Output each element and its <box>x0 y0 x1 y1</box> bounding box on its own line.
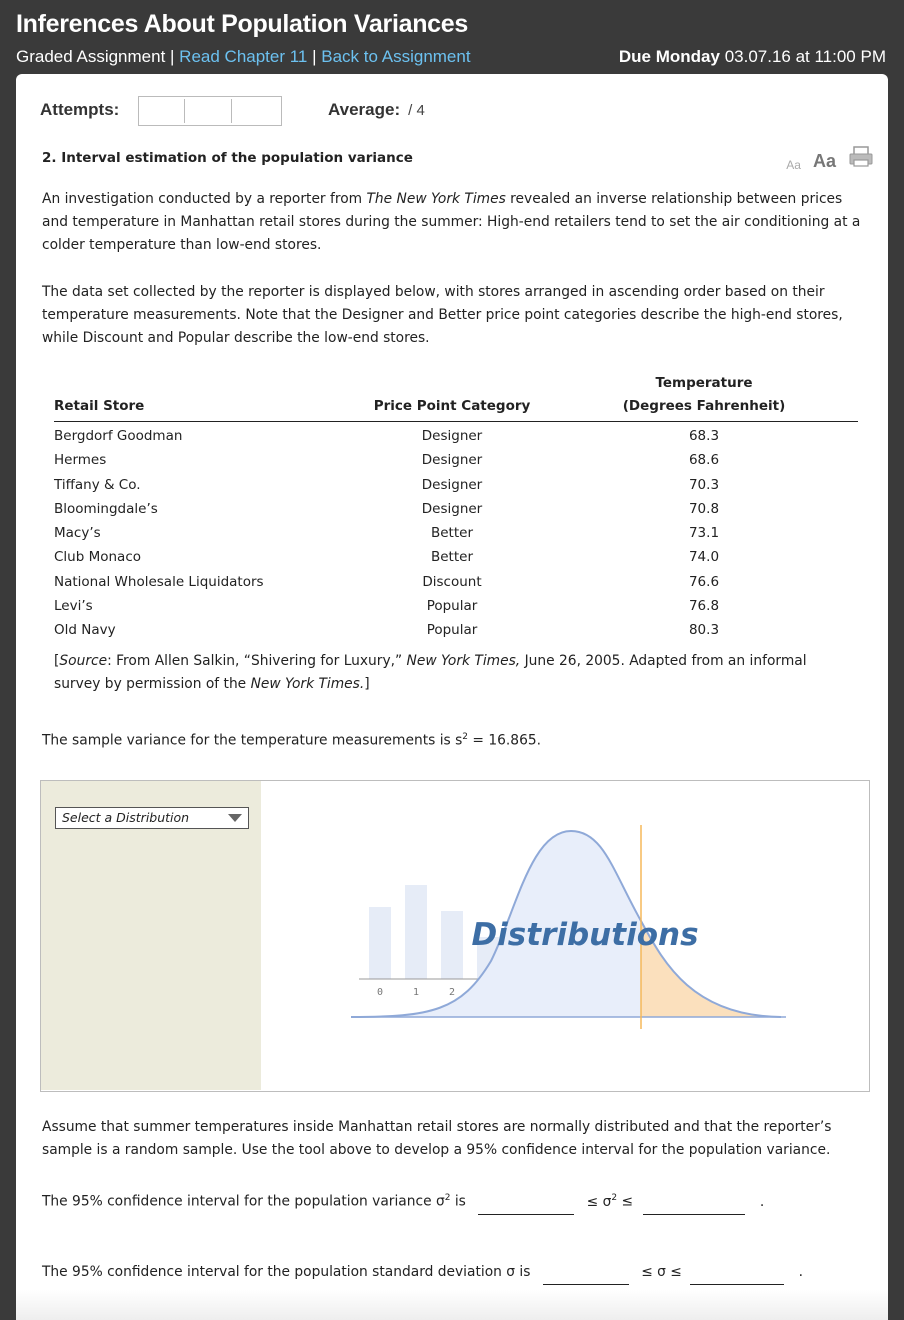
ci-variance-mid-sup: 2 <box>611 1193 618 1203</box>
sd-upper-input[interactable] <box>690 1261 784 1285</box>
question-title: 2. Interval estimation of the population variance <box>42 150 413 166</box>
variance-sup: 2 <box>462 732 469 742</box>
tick-label: 0 <box>376 987 384 998</box>
distribution-select[interactable] <box>55 807 249 829</box>
data-description: The data set collected by the reporter is displayed below, with stores arranged in ascending order based on their temperature measurements. Note that the Designer and Better price point categories describe the high-end stores, while Discount and Popular describe the low-end stores. <box>42 284 843 346</box>
cell-store: Hermes <box>54 452 107 469</box>
average-value: / 4 <box>408 102 425 119</box>
read-chapter-link[interactable]: Read Chapter 11 <box>179 47 308 66</box>
cell-store: Tiffany & Co. <box>54 476 141 493</box>
attempts-label: Attempts: <box>40 100 120 119</box>
font-size-decrease-button[interactable]: Aa <box>786 158 801 172</box>
cell-category: Better <box>430 549 473 566</box>
intro-source: The New York Times <box>366 191 506 207</box>
placeholder-bar <box>405 885 427 979</box>
font-size-increase-button[interactable]: Aa <box>812 151 836 171</box>
cell-store: Macy’s <box>54 525 101 542</box>
bottom-fade <box>16 1290 888 1320</box>
ci-variance-is: is <box>450 1193 466 1210</box>
cell-temp: 80.3 <box>688 622 720 639</box>
table-row <box>54 521 858 545</box>
sd-lower-input[interactable] <box>543 1261 629 1285</box>
source-text-a: : From Allen Salkin, “Shivering for Luxury,” <box>107 653 407 669</box>
placeholder-bar <box>441 911 463 979</box>
assignment-card <box>16 74 888 1320</box>
table-row <box>54 448 858 472</box>
graphic-label: Distributions <box>471 917 699 953</box>
average <box>328 100 425 120</box>
ci-variance-sup: 2 <box>444 1193 451 1203</box>
cell-category: Popular <box>426 598 478 615</box>
intro-text-b: revealed an inverse relationship between prices and temperature in Manhattan retail stores during the summer: High-end retailers tend to set the air conditioning at a colder temperature than low-end stores. <box>42 191 861 253</box>
cell-category: Designer <box>421 452 483 469</box>
ci-variance-end: . <box>759 1193 765 1210</box>
cell-store: Old Navy <box>54 622 116 639</box>
col-header-category: Price Point Category <box>354 372 550 422</box>
table-row <box>54 422 858 449</box>
print-icon[interactable] <box>848 146 874 172</box>
cell-temp: 74.0 <box>688 549 720 566</box>
text-tools <box>786 146 874 172</box>
cell-store: Levi’s <box>54 598 93 615</box>
chevron-down-icon <box>228 814 242 822</box>
col-header-temp <box>550 372 858 422</box>
variance-upper-input[interactable] <box>643 1191 745 1215</box>
cell-temp: 68.3 <box>688 428 720 444</box>
cell-store: Club Monaco <box>54 549 142 566</box>
table-row <box>54 570 858 594</box>
distributions-graphic <box>341 821 801 1031</box>
cell-category: Popular <box>426 622 478 639</box>
due-value: 03.07.16 at 11:00 PM <box>724 47 886 66</box>
assumption-text: Assume that summer temperatures inside Manhattan retail stores are normally distributed and that the reporter’s sample is a random sample. Use the tool above to develop a 95% confidence interval for the population variance. <box>42 1119 832 1158</box>
link-separator: | <box>307 47 322 66</box>
attempt-box <box>189 99 233 123</box>
distribution-select-label: Select a Distribution <box>62 810 190 825</box>
table-row <box>54 618 858 642</box>
col-header-store: Retail Store <box>54 372 354 422</box>
attempt-box <box>236 99 279 123</box>
cell-temp: 76.8 <box>688 598 720 615</box>
ci-sd-mid: ≤ σ ≤ <box>641 1264 682 1280</box>
source-close: ] <box>364 676 370 692</box>
placeholder-bar <box>369 907 391 979</box>
source-text-b: June 26, 2005. Adapted from an informal survey by permission of the <box>54 653 807 692</box>
cell-temp: 70.8 <box>688 500 720 517</box>
sample-variance-text <box>42 726 864 753</box>
cell-category: Discount <box>422 573 482 590</box>
ci-variance-question <box>42 1187 864 1215</box>
page-title: Inferences About Population Variances <box>16 10 468 38</box>
back-to-assignment-link[interactable]: Back to Assignment <box>321 47 471 66</box>
tool-panel <box>41 781 261 1090</box>
source-citation <box>54 650 854 696</box>
assignment-type: Graded Assignment | <box>16 47 180 66</box>
ci-variance-le: ≤ <box>617 1193 634 1210</box>
cell-category: Designer <box>421 428 483 444</box>
data-table <box>54 372 858 643</box>
table-row <box>54 497 858 521</box>
cell-store: Bergdorf Goodman <box>54 428 183 444</box>
ci-sd-text: The 95% confidence interval for the population standard deviation σ is <box>42 1264 531 1280</box>
due-label: Due Monday <box>618 47 720 66</box>
source-open: [ <box>54 653 60 669</box>
cell-temp: 70.3 <box>688 476 720 493</box>
col-header-temp-line2: (Degrees Fahrenheit) <box>622 398 786 414</box>
tick-label: 2 <box>448 987 456 998</box>
source-publication: New York Times, <box>406 653 521 669</box>
col-header-temp-line1: Temperature <box>655 375 753 391</box>
table-row <box>54 473 858 497</box>
cell-temp: 73.1 <box>688 525 720 542</box>
average-label: Average: <box>328 100 401 119</box>
ci-sd-end: . <box>798 1264 804 1280</box>
ci-sd-question <box>42 1261 864 1285</box>
cell-category: Designer <box>421 500 483 517</box>
variance-value: = 16.865. <box>468 732 542 749</box>
attempts-boxes <box>138 96 282 126</box>
ci-variance-mid: ≤ σ <box>586 1193 612 1210</box>
distribution-tool <box>40 780 870 1092</box>
due-date <box>619 47 886 67</box>
cell-temp: 68.6 <box>688 452 720 469</box>
header-bar <box>0 0 904 78</box>
cell-category: Designer <box>421 476 483 493</box>
intro-text-a: An investigation conducted by a reporter from <box>42 191 367 207</box>
cell-store: National Wholesale Liquidators <box>54 573 264 590</box>
table-row <box>54 545 858 569</box>
header-subtitle <box>16 47 471 67</box>
variance-lower-input[interactable] <box>478 1191 574 1215</box>
tick-label: 1 <box>412 987 420 998</box>
cell-temp: 76.6 <box>688 573 720 590</box>
attempt-box <box>141 99 185 123</box>
ci-variance-text: The 95% confidence interval for the population variance σ <box>42 1193 445 1210</box>
table-row <box>54 594 858 618</box>
intro-paragraph <box>42 188 864 257</box>
source-label: Source <box>59 653 108 669</box>
cell-category: Better <box>430 525 473 542</box>
source-publication-2: New York Times. <box>250 676 365 692</box>
variance-text: The sample variance for the temperature measurements is s <box>42 732 463 749</box>
cell-store: Bloomingdale’s <box>54 500 158 517</box>
